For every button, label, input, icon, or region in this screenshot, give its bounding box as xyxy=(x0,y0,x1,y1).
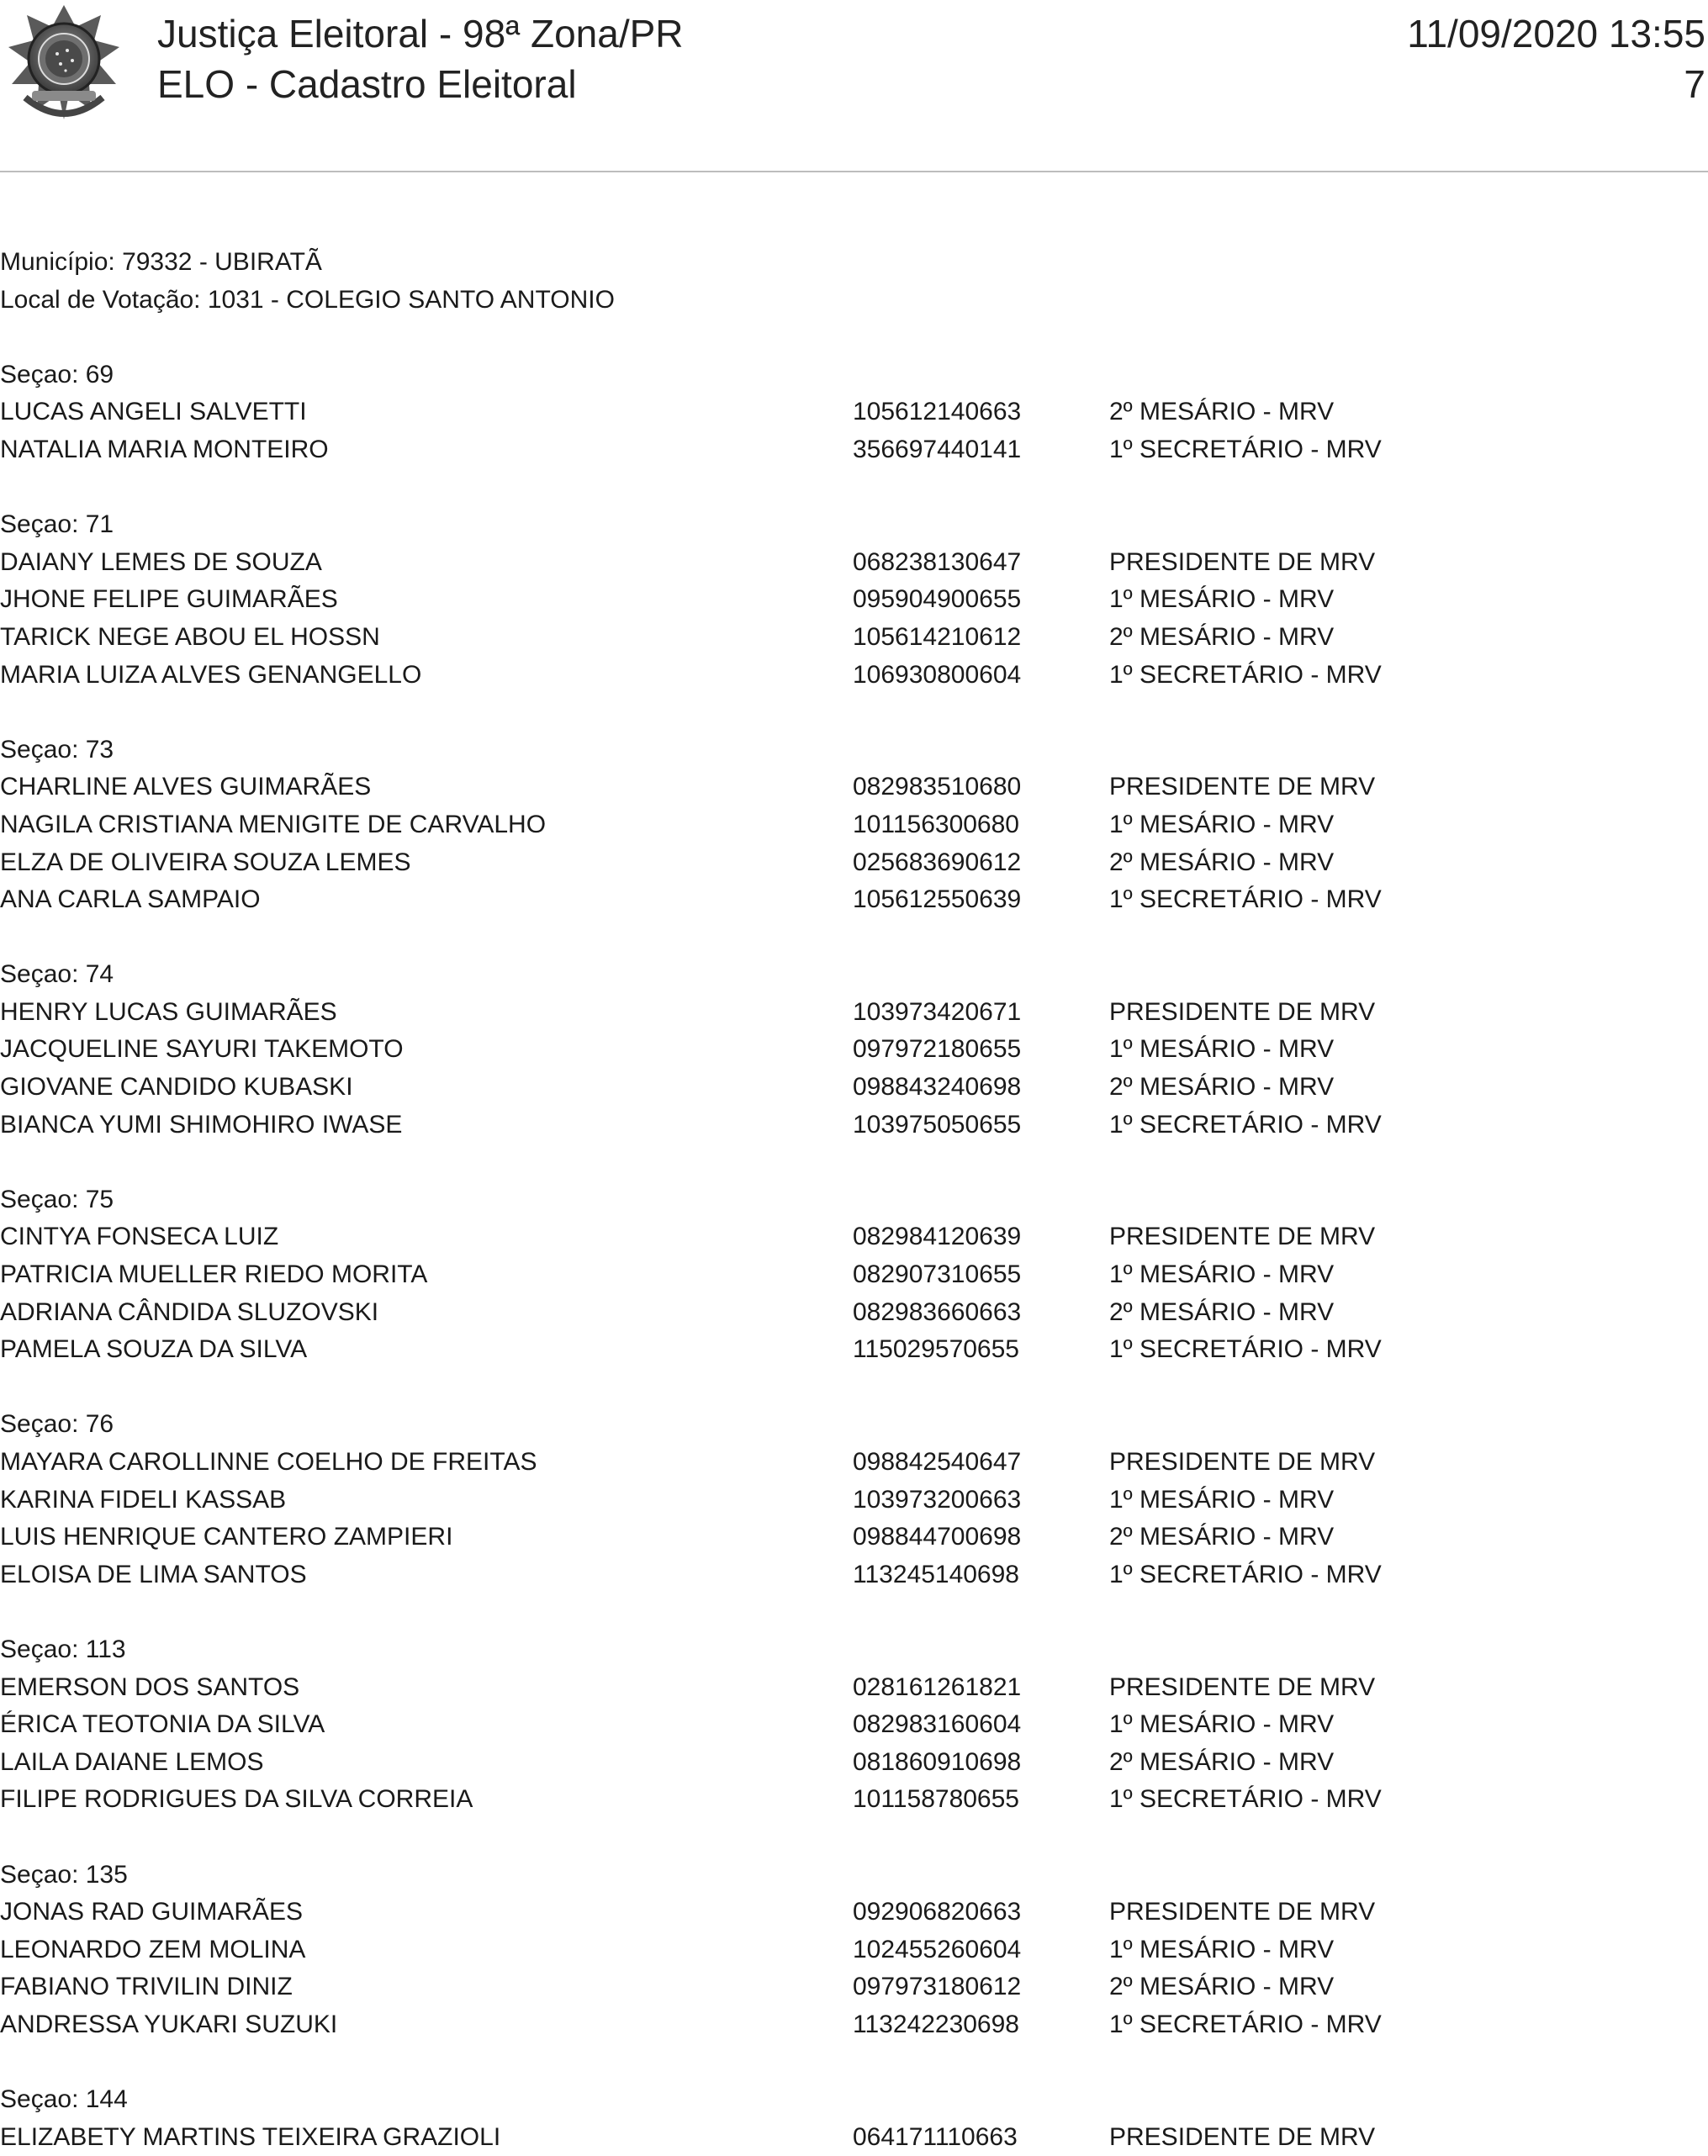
secao-block xyxy=(0,1406,1708,1631)
inscricao-number: 092906820663 xyxy=(853,1898,1022,1926)
funcao-role: PRESIDENTE DE MRV xyxy=(1109,1223,1376,1251)
mesario-name: EMERSON DOS SANTOS xyxy=(0,1672,300,1701)
inscricao-number: 025683690612 xyxy=(853,848,1022,876)
mesario-name: LAILA DAIANE LEMOS xyxy=(0,1747,264,1776)
table-row xyxy=(0,1744,1708,1782)
mesario-name: LUIS HENRIQUE CANTERO ZAMPIERI xyxy=(0,1523,453,1551)
mesario-name: JONAS RAD GUIMARÃES xyxy=(0,1898,304,1926)
spacer xyxy=(0,319,1708,357)
mesario-name: ELZA DE OLIVEIRA SOUZA LEMES xyxy=(0,848,411,876)
mesario-name: ELIZABETY MARTINS TEIXEIRA GRAZIOLI xyxy=(0,2122,501,2151)
table-row xyxy=(0,769,1708,806)
funcao-role: 1º MESÁRIO - MRV xyxy=(1109,1935,1335,1963)
municipio-label: Município: 79332 - UBIRATÃ xyxy=(0,248,322,276)
funcao-role: 1º MESÁRIO - MRV xyxy=(1109,585,1335,614)
secao-heading: Seçao: 144 xyxy=(0,2085,128,2114)
secao-heading: Seçao: 76 xyxy=(0,1410,114,1439)
header-divider xyxy=(0,171,1708,172)
table-row xyxy=(0,1781,1708,1819)
table-row xyxy=(0,581,1708,619)
funcao-role: 1º SECRETÁRIO - MRV xyxy=(1109,435,1382,463)
inscricao-number: 082984120639 xyxy=(853,1223,1022,1251)
inscricao-number: 101156300680 xyxy=(853,810,1019,838)
secao-block xyxy=(0,1631,1708,1857)
secao-block xyxy=(0,2081,1708,2156)
table-row xyxy=(0,844,1708,882)
secao-heading: Seçao: 75 xyxy=(0,1185,114,1213)
inscricao-number: 103973200663 xyxy=(853,1485,1022,1514)
mesario-name: FILIPE RODRIGUES DA SILVA CORREIA xyxy=(0,1785,473,1814)
spacer xyxy=(0,919,1708,957)
table-row xyxy=(0,1482,1708,1519)
table-row xyxy=(0,394,1708,431)
secao-heading: Seçao: 113 xyxy=(0,1635,126,1663)
table-row xyxy=(0,1069,1708,1107)
secao-block xyxy=(0,1857,1708,2082)
mesario-name: FABIANO TRIVILIN DINIZ xyxy=(0,1973,293,2001)
funcao-role: 1º SECRETÁRIO - MRV xyxy=(1109,660,1382,689)
funcao-role: 2º MESÁRIO - MRV xyxy=(1109,622,1335,651)
secao-block xyxy=(0,956,1708,1181)
table-row xyxy=(0,1294,1708,1332)
table-row xyxy=(0,1894,1708,1931)
funcao-role: PRESIDENTE DE MRV xyxy=(1109,997,1376,1026)
funcao-role: 2º MESÁRIO - MRV xyxy=(1109,1973,1335,2001)
mesario-name: PATRICIA MUELLER RIEDO MORITA xyxy=(0,1260,428,1289)
secao-block xyxy=(0,506,1708,732)
inscricao-number: 095904900655 xyxy=(853,585,1022,614)
inscricao-number: 098842540647 xyxy=(853,1448,1022,1476)
table-row xyxy=(0,2119,1708,2156)
inscricao-number: 081860910698 xyxy=(853,1747,1022,1776)
inscricao-number: 068238130647 xyxy=(853,547,1022,576)
inscricao-number: 082983510680 xyxy=(853,773,1022,801)
table-row xyxy=(0,1031,1708,1069)
inscricao-number: 064171110663 xyxy=(853,2122,1018,2151)
system-title: ELO - Cadastro Eleitoral xyxy=(157,62,577,106)
report-body xyxy=(0,244,1708,2156)
funcao-role: PRESIDENTE DE MRV xyxy=(1109,1672,1376,1701)
table-row xyxy=(0,1556,1708,1594)
funcao-role: PRESIDENTE DE MRV xyxy=(1109,1898,1376,1926)
spacer xyxy=(0,1593,1708,1631)
secao-heading: Seçao: 135 xyxy=(0,1860,128,1889)
table-row xyxy=(0,619,1708,657)
mesario-name: CHARLINE ALVES GUIMARÃES xyxy=(0,773,372,801)
mesario-name: TARICK NEGE ABOU EL HOSSN xyxy=(0,622,380,651)
funcao-role: 1º MESÁRIO - MRV xyxy=(1109,1485,1335,1514)
inscricao-number: 082983160604 xyxy=(853,1710,1022,1739)
mesario-name: DAIANY LEMES DE SOUZA xyxy=(0,547,322,576)
inscricao-number: 082907310655 xyxy=(853,1260,1022,1289)
funcao-role: 2º MESÁRIO - MRV xyxy=(1109,1073,1335,1102)
table-row xyxy=(0,806,1708,844)
table-row xyxy=(0,1331,1708,1369)
spacer xyxy=(0,2044,1708,2082)
secao-heading: Seçao: 73 xyxy=(0,735,114,764)
funcao-role: 1º SECRETÁRIO - MRV xyxy=(1109,2010,1382,2038)
spacer xyxy=(0,694,1708,732)
mesario-name: NAGILA CRISTIANA MENIGITE DE CARVALHO xyxy=(0,810,547,838)
inscricao-number: 102455260604 xyxy=(853,1935,1022,1963)
funcao-role: 2º MESÁRIO - MRV xyxy=(1109,398,1335,426)
spacer xyxy=(0,1369,1708,1407)
secao-block xyxy=(0,1181,1708,1407)
funcao-role: 2º MESÁRIO - MRV xyxy=(1109,1747,1335,1776)
inscricao-number: 098844700698 xyxy=(853,1523,1022,1551)
page-header xyxy=(0,0,1708,172)
local-votacao-label: Local de Votação: 1031 - COLEGIO SANTO ANTONIO xyxy=(0,285,615,314)
table-row xyxy=(0,1669,1708,1707)
inscricao-number: 103975050655 xyxy=(853,1110,1022,1139)
table-row xyxy=(0,1107,1708,1144)
table-row xyxy=(0,2006,1708,2044)
mesario-name: CINTYA FONSECA LUIZ xyxy=(0,1223,279,1251)
secao-heading: Seçao: 69 xyxy=(0,360,114,388)
inscricao-number: 105612140663 xyxy=(853,398,1022,426)
mesario-name: ANDRESSA YUKARI SUZUKI xyxy=(0,2010,338,2038)
inscricao-number: 082983660663 xyxy=(853,1297,1022,1326)
inscricao-number: 113242230698 xyxy=(853,2010,1019,2038)
table-row xyxy=(0,1519,1708,1556)
secao-block xyxy=(0,732,1708,957)
mesario-name: HENRY LUCAS GUIMARÃES xyxy=(0,997,337,1026)
mesario-name: MAYARA CAROLLINNE COELHO DE FREITAS xyxy=(0,1448,537,1476)
mesario-name: BIANCA YUMI SHIMOHIRO IWASE xyxy=(0,1110,403,1139)
funcao-role: 1º MESÁRIO - MRV xyxy=(1109,1035,1335,1064)
table-row xyxy=(0,1444,1708,1482)
table-row xyxy=(0,1256,1708,1294)
funcao-role: 1º MESÁRIO - MRV xyxy=(1109,1260,1335,1289)
table-row xyxy=(0,657,1708,695)
mesario-name: JACQUELINE SAYURI TAKEMOTO xyxy=(0,1035,404,1064)
table-row xyxy=(0,431,1708,469)
secao-heading: Seçao: 71 xyxy=(0,510,114,539)
secao-block xyxy=(0,357,1708,506)
inscricao-number: 028161261821 xyxy=(853,1672,1022,1701)
funcao-role: 1º MESÁRIO - MRV xyxy=(1109,1710,1335,1739)
table-row xyxy=(0,881,1708,919)
inscricao-number: 103973420671 xyxy=(853,997,1022,1026)
mesario-name: ELOISA DE LIMA SANTOS xyxy=(0,1560,307,1588)
table-row xyxy=(0,1706,1708,1744)
table-row xyxy=(0,544,1708,582)
funcao-role: 2º MESÁRIO - MRV xyxy=(1109,1523,1335,1551)
inscricao-number: 105612550639 xyxy=(853,885,1022,914)
mesario-name: PAMELA SOUZA DA SILVA xyxy=(0,1335,308,1364)
inscricao-number: 106930800604 xyxy=(853,660,1022,689)
funcao-role: PRESIDENTE DE MRV xyxy=(1109,547,1376,576)
page-number: 7 xyxy=(1684,62,1705,106)
inscricao-number: 098843240698 xyxy=(853,1073,1022,1102)
inscricao-number: 101158780655 xyxy=(853,1785,1019,1814)
spacer xyxy=(0,1144,1708,1181)
mesario-name: LEONARDO ZEM MOLINA xyxy=(0,1935,306,1963)
funcao-role: 1º SECRETÁRIO - MRV xyxy=(1109,1785,1382,1814)
brasao-republica-icon xyxy=(7,3,121,121)
table-row xyxy=(0,994,1708,1032)
mesario-name: GIOVANE CANDIDO KUBASKI xyxy=(0,1073,353,1102)
funcao-role: 1º MESÁRIO - MRV xyxy=(1109,810,1335,838)
sections-list xyxy=(0,357,1708,2156)
funcao-role: 2º MESÁRIO - MRV xyxy=(1109,1297,1335,1326)
table-row xyxy=(0,1968,1708,2006)
mesario-name: LUCAS ANGELI SALVETTI xyxy=(0,398,307,426)
inscricao-number: 097972180655 xyxy=(853,1035,1022,1064)
mesario-name: ADRIANA CÂNDIDA SLUZOVSKI xyxy=(0,1297,379,1326)
table-row xyxy=(0,1931,1708,1969)
funcao-role: 2º MESÁRIO - MRV xyxy=(1109,848,1335,876)
funcao-role: 1º SECRETÁRIO - MRV xyxy=(1109,1560,1382,1588)
inscricao-number: 356697440141 xyxy=(853,435,1022,463)
inscricao-number: 105614210612 xyxy=(853,622,1022,651)
secao-heading: Seçao: 74 xyxy=(0,960,114,989)
funcao-role: 1º SECRETÁRIO - MRV xyxy=(1109,1110,1382,1139)
org-title: Justiça Eleitoral - 98ª Zona/PR xyxy=(157,12,684,55)
report-datetime: 11/09/2020 13:55 xyxy=(1407,12,1705,55)
mesario-name: KARINA FIDELI KASSAB xyxy=(0,1485,287,1514)
funcao-role: PRESIDENTE DE MRV xyxy=(1109,2122,1376,2151)
funcao-role: 1º SECRETÁRIO - MRV xyxy=(1109,1335,1382,1364)
inscricao-number: 097973180612 xyxy=(853,1973,1022,2001)
mesario-name: ANA CARLA SAMPAIO xyxy=(0,885,261,914)
mesario-name: JHONE FELIPE GUIMARÃES xyxy=(0,585,338,614)
funcao-role: 1º SECRETÁRIO - MRV xyxy=(1109,885,1382,914)
funcao-role: PRESIDENTE DE MRV xyxy=(1109,1448,1376,1476)
spacer xyxy=(0,1819,1708,1857)
table-row xyxy=(0,1218,1708,1256)
inscricao-number: 113245140698 xyxy=(853,1560,1019,1588)
mesario-name: NATALIA MARIA MONTEIRO xyxy=(0,435,329,463)
mesario-name: MARIA LUIZA ALVES GENANGELLO xyxy=(0,660,422,689)
inscricao-number: 115029570655 xyxy=(853,1335,1019,1364)
funcao-role: PRESIDENTE DE MRV xyxy=(1109,773,1376,801)
spacer xyxy=(0,469,1708,507)
mesario-name: ÉRICA TEOTONIA DA SILVA xyxy=(0,1710,325,1739)
